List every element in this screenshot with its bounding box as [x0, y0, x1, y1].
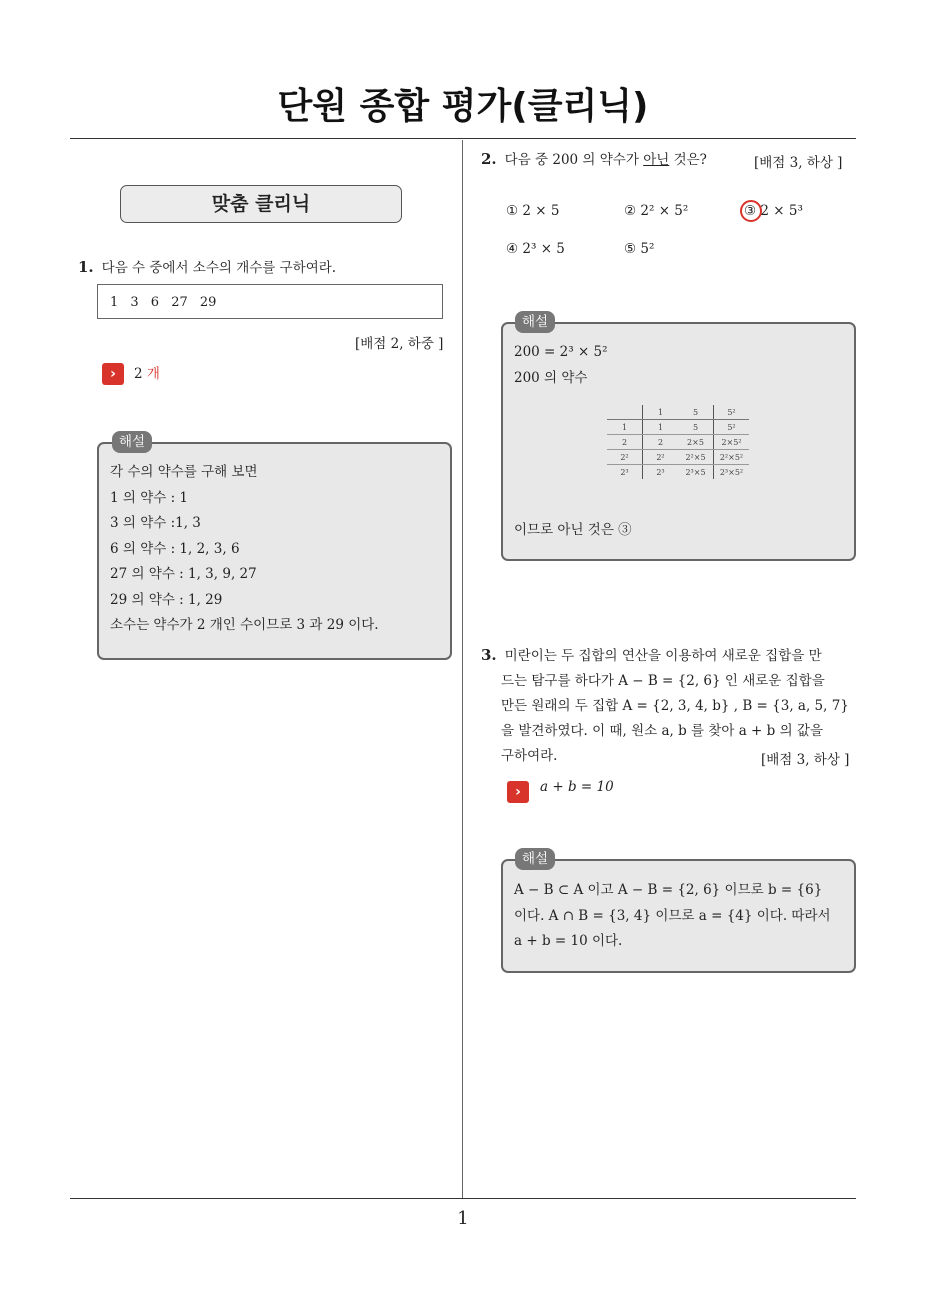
explanation-line: 27 의 약수 : 1, 3, 9, 27 — [110, 566, 257, 582]
table-cell: 1 — [643, 420, 679, 435]
table-row — [607, 435, 749, 450]
explanation-line: 3 의 약수 :1, 3 — [110, 515, 201, 531]
table-cell: 2³ — [656, 467, 665, 477]
clinic-section-heading: 맞춤 클리닉 — [120, 185, 402, 223]
question-3-answer: a + b = 10 — [540, 779, 614, 795]
choice-mark: ④ — [506, 241, 519, 257]
question-number: 1. — [78, 258, 94, 276]
question-1-score: [배점 2, 하중 ] — [355, 336, 444, 352]
table-cell: 5² — [714, 405, 750, 420]
explanation-tag: 해설 — [515, 848, 555, 870]
question-text: 만든 원래의 두 집합 A = {2, 3, 4, b} , B = {3, a, 5, 7} — [501, 698, 849, 714]
table-cell: 2²×5² — [714, 450, 750, 465]
table-cell: 5 — [678, 420, 714, 435]
answer-unit: 개 — [146, 366, 160, 382]
question-text-emphasis: 아닌 — [643, 152, 670, 168]
table-cell: 2³×5 — [678, 465, 714, 480]
explanation-tag: 해설 — [515, 311, 555, 333]
answer-arrow-icon: › — [507, 781, 529, 803]
question-text: 드는 탐구를 하다가 A − B = {2, 6} 인 새로운 집합을 — [501, 673, 825, 689]
question-number: 2. — [481, 150, 497, 168]
choice-mark: ③ — [744, 203, 757, 219]
choice-mark: ① — [506, 203, 519, 219]
choice-1[interactable] — [506, 203, 559, 219]
question-1 — [78, 255, 336, 281]
choice-expression: 2 × 5 — [522, 203, 560, 219]
table-cell: 5² — [714, 420, 750, 435]
page-number: 1 — [457, 1208, 469, 1229]
table-row — [607, 450, 749, 465]
explanation-line: 각 수의 약수를 구해 보면 — [110, 464, 258, 480]
question-1-answer — [134, 362, 160, 382]
table-cell: 2²×5 — [678, 450, 714, 465]
question-3-score: [배점 3, 하상 ] — [761, 752, 850, 768]
table-cell: 1 — [607, 420, 643, 435]
question-1-explanation — [110, 460, 379, 639]
choice-mark: ⑤ — [624, 241, 637, 257]
table-cell: 5 — [678, 405, 714, 420]
explanation-line: 이다. A ∩ B = {3, 4} 이므로 a = {4} 이다. 따라서 — [514, 907, 831, 924]
choice-expression: 2² × 5² — [640, 203, 689, 219]
header-rule — [70, 138, 856, 139]
answer-value: 2 — [134, 366, 143, 382]
question-2-score: [배점 3, 하상 ] — [754, 155, 843, 171]
divisor-table — [607, 405, 749, 479]
question-2 — [481, 147, 707, 173]
question-text: 다음 수 중에서 소수의 개수를 구하여라. — [101, 260, 337, 276]
choice-4[interactable] — [506, 241, 565, 257]
table-cell: 2 — [643, 435, 679, 450]
explanation-line: a + b = 10 이다. — [514, 933, 623, 949]
choice-expression: 2 × 5³ — [760, 203, 803, 219]
table-cell: 2 — [607, 435, 643, 450]
question-text: 을 발견하였다. 이 때, 원소 a, b 를 찾아 a + b 의 값을 — [501, 723, 824, 739]
choice-2[interactable] — [624, 203, 688, 219]
explanation-line: 29 의 약수 : 1, 29 — [110, 591, 223, 608]
choice-expression: 5² — [640, 241, 655, 257]
table-cell: 2² — [643, 450, 679, 465]
page-title: 단원 종합 평가(클리닉) — [277, 86, 649, 127]
explanation-line: A − B ⊂ A 이고 A − B = {2, 6} 이므로 b = {6} — [514, 882, 823, 898]
table-row — [607, 405, 749, 420]
question-text: 구하여라. — [501, 748, 558, 764]
answer-arrow-icon: › — [102, 363, 124, 385]
question-text: 미란이는 두 집합의 연산을 이용하여 새로운 집합을 만 — [504, 648, 822, 664]
question-text: 다음 중 200 의 약수가 — [504, 152, 644, 168]
question-number: 3. — [481, 646, 497, 664]
explanation-line: 소수는 약수가 2 개인 수이므로 3 과 29 이다. — [110, 617, 379, 633]
explanation-tag: 해설 — [112, 431, 152, 453]
table-cell: 2³ — [607, 465, 643, 480]
explanation-line: 6 의 약수 : 1, 2, 3, 6 — [110, 540, 240, 557]
table-cell: 2×5 — [678, 435, 714, 450]
column-divider — [462, 140, 463, 1198]
explanation-line: 이므로 아닌 것은 ③ — [514, 522, 632, 538]
choice-5[interactable] — [624, 241, 654, 257]
table-cell: 1 — [643, 405, 679, 420]
table-cell — [607, 405, 643, 420]
choice-3[interactable] — [744, 203, 803, 219]
footer-rule — [70, 1198, 856, 1199]
given-numbers-box: 1 3 6 27 29 — [97, 284, 443, 319]
choice-expression: 2³ × 5 — [522, 241, 565, 257]
choice-mark: ② — [624, 203, 637, 219]
table-row — [607, 465, 749, 480]
explanation-line: 200 의 약수 — [514, 370, 588, 386]
table-cell: 2×5² — [714, 435, 750, 450]
question-3-explanation — [514, 878, 831, 955]
explanation-line: 1 의 약수 : 1 — [110, 489, 189, 506]
table-row — [607, 420, 749, 435]
table-cell: 2² — [607, 450, 643, 465]
explanation-line: 200 = 2³ × 5² — [514, 344, 608, 360]
question-text: 것은? — [669, 152, 707, 168]
table-cell: 2³×5² — [719, 467, 744, 477]
